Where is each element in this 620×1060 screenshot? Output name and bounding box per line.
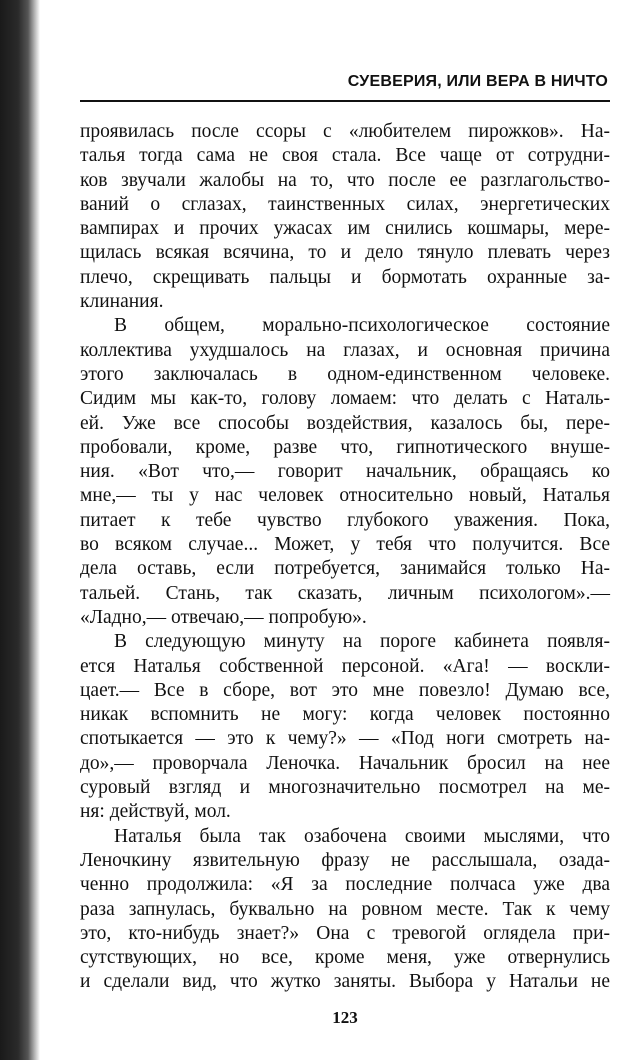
text-line: ваний о сглазах, таинственных силах, энергетических	[80, 193, 610, 215]
text-line: вампирах и прочих ужасах им снились кошмары, мере-	[80, 218, 610, 240]
book-spine-shadow	[0, 0, 40, 1060]
text-line: клинания.	[80, 291, 164, 313]
text-line: питает к тебе чувство глубокого уважения. Пока,	[80, 509, 610, 531]
text-line: раза запнулась, буквально на ровном месте. Так к чему	[80, 898, 610, 920]
paragraph	[80, 314, 610, 630]
text-line: В следующую минуту на пороге кабинета появля-	[114, 631, 610, 653]
text-line: ков звучали жалобы на то, что после ее разглагольство-	[80, 169, 610, 191]
text-line: проявилась после ссоры с «любителем пирожков». На-	[80, 121, 610, 142]
text-line: сутствующих, но все, кроме меня, уже отвернулись	[80, 947, 610, 969]
paragraph	[80, 630, 610, 824]
header-rule	[80, 100, 610, 102]
text-line: ется Наталья собственной персоной. «Ага! — воскли-	[80, 655, 610, 677]
text-line: дела оставь, если потребуется, занимайся только На-	[80, 558, 610, 580]
text-line: этого заключалась в одном-единственном человеке.	[80, 363, 610, 385]
paragraph	[80, 825, 610, 995]
text-line: Наталья была так озабочена своими мыслями, что	[114, 825, 610, 847]
text-line: тальей. Стань, так сказать, личным психологом».—	[80, 582, 610, 604]
page-number: 123	[332, 1008, 358, 1027]
running-head: СУЕВЕРИЯ, ИЛИ ВЕРА В НИЧТО	[347, 73, 608, 90]
body-text	[80, 120, 610, 995]
text-line: В общем, морально-психологическое состояние	[114, 315, 610, 337]
text-line: плечо, скрещивать пальцы и бормотать охранные за-	[80, 266, 610, 288]
text-line: талья тогда сама не своя стала. Все чаще от сотрудни-	[80, 145, 610, 167]
text-line: ня: действуй, мол.	[80, 801, 231, 823]
text-line: щилась всякая всячина, то и дело тянуло плевать через	[80, 242, 610, 264]
text-line: во всяком случае... Может, у тебя что получится. Все	[80, 534, 610, 556]
text-line: Сидим мы как-то, голову ломаем: что делать с Наталь-	[80, 388, 610, 410]
text-line: это, кто-нибудь знает?» Она с тревогой оглядела при-	[80, 922, 610, 944]
text-line: ния. «Вот что,— говорит начальник, обращаясь ко	[80, 461, 610, 483]
text-line: ей. Уже все способы воздействия, казалось бы, пере-	[80, 412, 610, 434]
text-line: никак вспомнить не могу: когда человек постоянно	[80, 704, 610, 726]
paragraph	[80, 120, 610, 314]
text-line: мне,— ты у нас человек относительно новый, Наталья	[80, 485, 610, 507]
text-line: и сделали вид, что жутко заняты. Выбора у Натальи не	[80, 971, 610, 993]
text-line: цает.— Все в сборе, вот это мне повезло! Думаю все,	[80, 679, 610, 701]
book-page	[80, 70, 610, 995]
text-line: коллектива ухудшалось на глазах, и основная причина	[80, 339, 610, 361]
text-line: до»,— проворчала Леночка. Начальник бросил на нее	[80, 752, 610, 774]
text-line: ченно продолжила: «Я за последние полчаса уже два	[80, 874, 610, 896]
text-line: суровый взгляд и многозначительно посмотрел на ме-	[80, 777, 610, 799]
text-line: Леночкину язвительную фразу не расслышала, озада-	[80, 849, 610, 871]
text-line: спотыкается — это к чему?» — «Под ноги смотреть на-	[80, 728, 610, 750]
text-line: пробовали, кроме, разве что, гипнотического внуше-	[80, 436, 610, 458]
text-line: «Ладно,— отвечаю,— попробую».	[80, 606, 367, 628]
